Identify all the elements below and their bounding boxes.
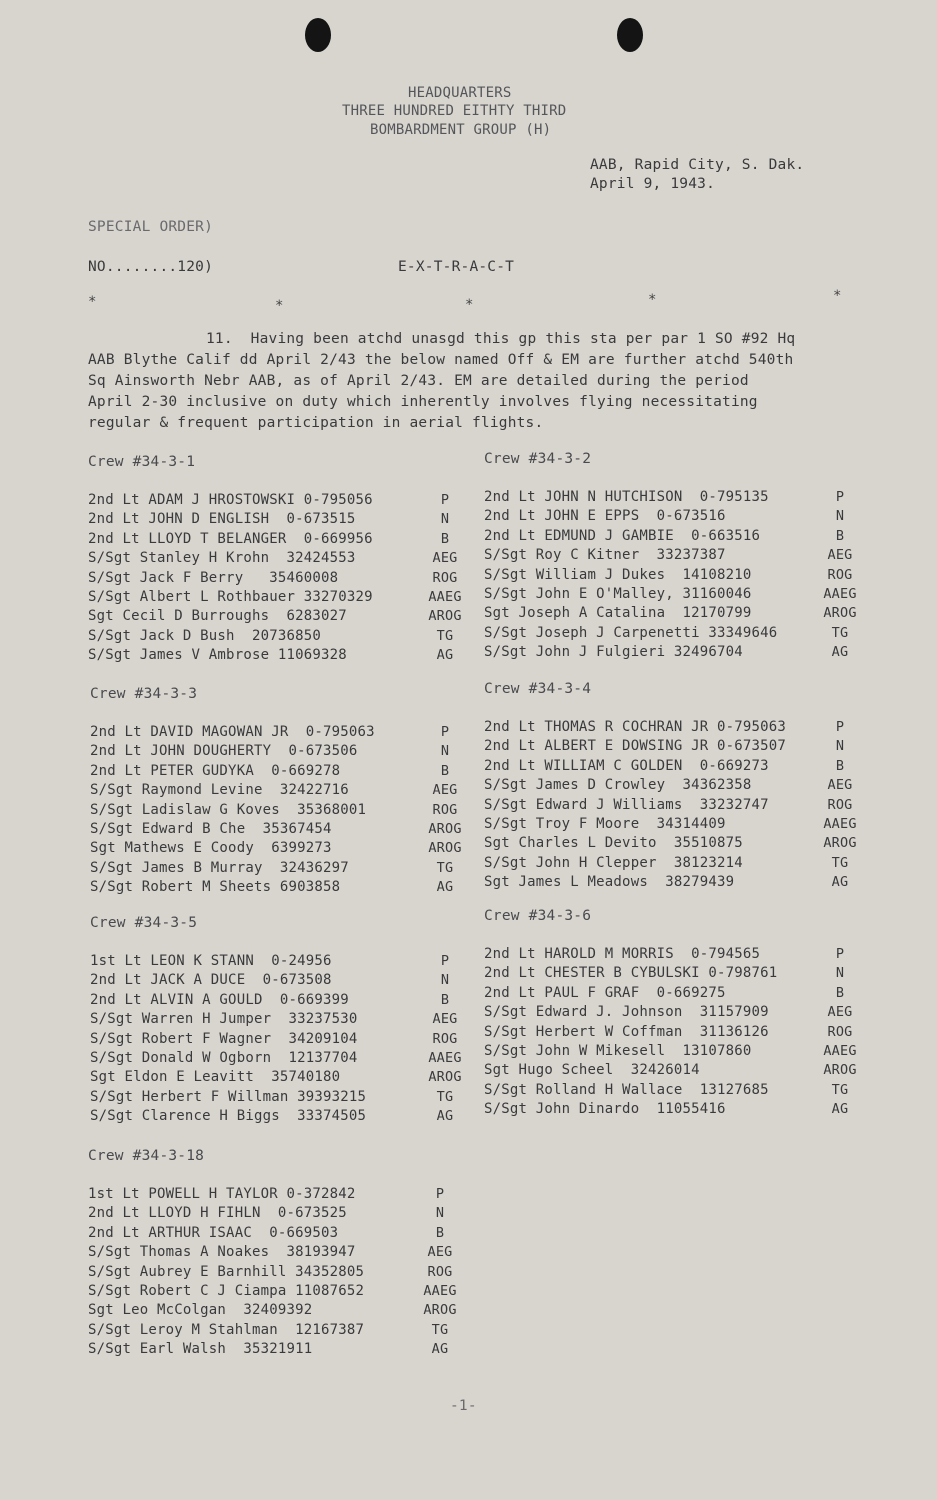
- crew-member-role: ROG: [827, 796, 853, 813]
- crew-member-role: AEG: [432, 550, 458, 567]
- crew-member-role: B: [835, 984, 845, 1001]
- crew-member-role: AG: [431, 1341, 449, 1358]
- crew-member-name: S/Sgt Robert M Sheets 6903858: [90, 879, 341, 896]
- crew-member-name: S/Sgt Joseph J Carpenetti 33349646: [484, 624, 778, 641]
- crew-member-name: S/Sgt Aubrey E Barnhill 34352805: [88, 1263, 365, 1280]
- crew-title: Crew #34-3-4: [484, 681, 592, 697]
- crew-member-name: 2nd Lt JOHN N HUTCHISON 0-795135: [484, 489, 769, 505]
- crew-member-role: TG: [436, 1088, 454, 1105]
- crew-member-name: 2nd Lt DAVID MAGOWAN JR 0-795063: [90, 724, 375, 740]
- crew-member-name: S/Sgt Edward J. Johnson 31157909: [484, 1004, 769, 1021]
- crew-member-name: 2nd Lt EDMUND J GAMBIE 0-663516: [484, 527, 761, 544]
- crew-member-role: AAEG: [823, 1043, 857, 1059]
- crew-member-role: ROG: [432, 1030, 458, 1047]
- crew-member-name: 2nd Lt ARTHUR ISAAC 0-669503: [88, 1224, 339, 1241]
- star-separator: *: [275, 298, 284, 314]
- crew-member-name: 2nd Lt LLOYD T BELANGER 0-669956: [88, 530, 373, 547]
- crew-member-role: AEG: [827, 547, 853, 564]
- crew-member-name: Sgt Cecil D Burroughs 6283027: [88, 608, 347, 625]
- crew-member-name: S/Sgt Jack F Berry 35460008: [88, 569, 339, 586]
- crew-member-role: N: [440, 511, 450, 528]
- crew-member-name: S/Sgt Herbert F Willman 39393215: [90, 1088, 367, 1105]
- crew-member-name: S/Sgt Rolland H Wallace 13127685: [484, 1081, 769, 1098]
- crew-member-role: P: [440, 724, 450, 740]
- crew-member-role: AROG: [428, 1069, 462, 1086]
- crew-member-name: S/Sgt Warren H Jumper 33237530: [90, 1011, 358, 1028]
- crew-member-name: 2nd Lt WILLIAM C GOLDEN 0-669273: [484, 757, 769, 774]
- crew-member-name: 2nd Lt JACK A DUCE 0-673508: [90, 972, 332, 989]
- crew-member-role: N: [835, 738, 845, 755]
- crew-member-role: AEG: [432, 782, 458, 799]
- crew-member-name: S/Sgt Earl Walsh 35321911: [88, 1341, 313, 1358]
- crew-member-name: 2nd Lt ALBERT E DOWSING JR 0-673507: [484, 738, 787, 755]
- crew-member-name: S/Sgt Robert C J Ciampa 11087652: [88, 1283, 365, 1299]
- crew-member-name: Sgt James L Meadows 38279439: [484, 874, 735, 891]
- crew-member-role: AEG: [427, 1244, 453, 1261]
- crew-member-role: P: [440, 953, 450, 969]
- crew-member-role: AROG: [823, 605, 857, 622]
- crew-member-name: 1st Lt LEON K STANN 0-24956: [90, 953, 332, 969]
- punch-hole-left: [305, 18, 331, 52]
- crew-member-name: 2nd Lt JOHN DOUGHERTY 0-673506: [90, 743, 358, 760]
- crew-member-name: 2nd Lt THOMAS R COCHRAN JR 0-795063: [484, 719, 787, 735]
- crew-member-name: 2nd Lt ALVIN A GOULD 0-669399: [90, 991, 349, 1008]
- crew-member-role: TG: [436, 859, 454, 876]
- crew-member-name: S/Sgt Stanley H Krohn 32424553: [88, 550, 356, 567]
- header-location: AAB, Rapid City, S. Dak.: [590, 157, 805, 173]
- crew-member-role: TG: [436, 627, 454, 644]
- crew-member-name: S/Sgt Herbert W Coffman 31136126: [484, 1023, 769, 1040]
- crew-member-role: ROG: [432, 801, 458, 818]
- crew-member-name: S/Sgt William J Dukes 14108210: [484, 566, 752, 583]
- crew-member-name: 2nd Lt PETER GUDYKA 0-669278: [90, 762, 341, 779]
- crew-member-role: TG: [831, 624, 849, 641]
- crew-member-role: B: [435, 1224, 445, 1241]
- crew-member-role: AEG: [827, 1004, 853, 1021]
- crew-member-role: AROG: [428, 821, 462, 837]
- crew-member-role: N: [440, 743, 450, 760]
- crew-member-name: S/Sgt James V Ambrose 11069328: [88, 647, 347, 664]
- crew-member-role: ROG: [827, 1023, 853, 1040]
- crew-member-role: N: [440, 972, 450, 989]
- crew-title: Crew #34-3-18: [88, 1148, 205, 1164]
- crew-member-role: ROG: [432, 569, 458, 586]
- crew-member-name: S/Sgt Albert L Rothbauer 33270329: [88, 589, 373, 605]
- crew-member-name: Sgt Charles L Devito 35510875: [484, 835, 743, 852]
- crew-member-role: TG: [831, 854, 849, 871]
- crew-member-name: S/Sgt John E O'Malley, 31160046: [484, 586, 752, 602]
- crew-member-role: N: [435, 1205, 445, 1222]
- crew-member-name: 1st Lt POWELL H TAYLOR 0-372842: [88, 1186, 356, 1202]
- punch-hole-right: [617, 18, 643, 52]
- crew-member-role: N: [835, 508, 845, 525]
- crew-member-role: P: [835, 719, 845, 735]
- star-separator: *: [88, 294, 97, 310]
- crew-member-name: S/Sgt Troy F Moore 34314409: [484, 816, 726, 832]
- crew-member-role: TG: [431, 1321, 449, 1338]
- crew-member-role: AROG: [428, 840, 462, 857]
- crew-member-role: ROG: [427, 1263, 453, 1280]
- crew-member-name: S/Sgt Leroy M Stahlman 12167387: [88, 1321, 365, 1338]
- crew-member-role: P: [440, 492, 450, 508]
- crew-title: Crew #34-3-2: [484, 451, 592, 467]
- crew-title: Crew #34-3-1: [88, 454, 196, 470]
- extract-label: E-X-T-R-A-C-T: [398, 259, 515, 275]
- crew-member-role: AG: [436, 647, 454, 664]
- crew-member-role: AG: [831, 874, 849, 891]
- crew-member-name: Sgt Eldon E Leavitt 35740180: [90, 1069, 341, 1086]
- crew-member-name: S/Sgt Jack D Bush 20736850: [88, 627, 321, 644]
- crew-member-role: AG: [831, 1101, 849, 1118]
- crew-member-name: S/Sgt John Dinardo 11055416: [484, 1101, 726, 1118]
- page-number: -1-: [450, 1398, 477, 1414]
- crew-member-role: AEG: [827, 777, 853, 794]
- paragraph-line: 11. Having been atchd unasgd this gp this sta per par 1 SO #92 Hq: [206, 331, 796, 347]
- paragraph-line: April 2-30 inclusive on duty which inherently involves flying necessitating: [88, 394, 758, 410]
- crew-member-role: AAEG: [428, 1050, 462, 1066]
- crew-member-name: S/Sgt Clarence H Biggs 33374505: [90, 1108, 367, 1125]
- crew-member-name: 2nd Lt JOHN E EPPS 0-673516: [484, 508, 726, 525]
- paragraph-line: regular & frequent participation in aerial flights.: [88, 415, 544, 431]
- crew-member-role: B: [440, 991, 450, 1008]
- crew-title: Crew #34-3-6: [484, 908, 592, 924]
- crew-member-role: AAEG: [428, 589, 462, 605]
- header-line-3: BOMBARDMENT GROUP (H): [370, 122, 552, 138]
- crew-member-name: 2nd Lt ADAM J HROSTOWSKI 0-795056: [88, 492, 373, 508]
- crew-member-role: AAEG: [823, 586, 857, 602]
- crew-member-name: Sgt Joseph A Catalina 12170799: [484, 605, 752, 622]
- crew-member-name: S/Sgt James D Crowley 34362358: [484, 777, 752, 794]
- crew-member-name: S/Sgt Edward J Williams 33232747: [484, 796, 769, 813]
- crew-member-name: S/Sgt Roy C Kitner 33237387: [484, 547, 726, 564]
- crew-member-name: 2nd Lt JOHN D ENGLISH 0-673515: [88, 511, 356, 528]
- crew-member-name: 2nd Lt PAUL F GRAF 0-669275: [484, 984, 726, 1001]
- crew-member-name: S/Sgt Ladislaw G Koves 35368001: [90, 801, 367, 818]
- crew-member-role: AROG: [428, 608, 462, 625]
- star-separator: *: [833, 288, 842, 304]
- crew-member-name: 2nd Lt LLOYD H FIHLN 0-673525: [88, 1205, 347, 1222]
- crew-member-role: AAEG: [423, 1283, 457, 1299]
- header-line-2: THREE HUNDRED EITHTY THIRD: [342, 103, 567, 119]
- crew-member-role: AAEG: [823, 816, 857, 832]
- crew-member-role: P: [835, 489, 845, 505]
- crew-member-role: B: [835, 527, 845, 544]
- star-separator: *: [648, 292, 657, 308]
- special-order-label: SPECIAL ORDER): [88, 219, 214, 235]
- crew-member-name: S/Sgt John H Clepper 38123214: [484, 854, 743, 871]
- crew-member-name: S/Sgt John W Mikesell 13107860: [484, 1043, 752, 1059]
- crew-member-role: AEG: [432, 1011, 458, 1028]
- crew-member-role: N: [835, 965, 845, 982]
- crew-member-name: Sgt Hugo Scheel 32426014: [484, 1062, 700, 1079]
- crew-member-role: TG: [831, 1081, 849, 1098]
- crew-member-name: S/Sgt James B Murray 32436297: [90, 859, 349, 876]
- crew-member-name: 2nd Lt CHESTER B CYBULSKI 0-798761: [484, 965, 778, 982]
- crew-member-role: B: [835, 757, 845, 774]
- crew-member-name: S/Sgt Edward B Che 35367454: [90, 821, 332, 837]
- paragraph-line: Sq Ainsworth Nebr AAB, as of April 2/43. EM are detailed during the period: [88, 373, 749, 389]
- crew-member-name: Sgt Leo McColgan 32409392: [88, 1302, 313, 1319]
- crew-member-role: AG: [436, 879, 454, 896]
- crew-member-name: S/Sgt Robert F Wagner 34209104: [90, 1030, 358, 1047]
- crew-member-role: AROG: [423, 1302, 457, 1319]
- order-number: NO........120): [88, 259, 214, 275]
- crew-member-role: B: [440, 530, 450, 547]
- crew-member-role: B: [440, 762, 450, 779]
- crew-member-name: Sgt Mathews E Coody 6399273: [90, 840, 332, 857]
- crew-member-role: AG: [436, 1108, 454, 1125]
- crew-title: Crew #34-3-3: [90, 686, 198, 702]
- crew-title: Crew #34-3-5: [90, 915, 198, 931]
- paragraph-line: AAB Blythe Calif dd April 2/43 the below named Off & EM are further atchd 540th: [88, 352, 794, 368]
- header-line-1: HEADQUARTERS: [408, 85, 512, 101]
- crew-member-name: S/Sgt Donald W Ogborn 12137704: [90, 1050, 358, 1066]
- header-date: April 9, 1943.: [590, 176, 716, 192]
- crew-member-role: P: [435, 1186, 445, 1202]
- crew-member-role: P: [835, 946, 845, 962]
- crew-member-role: AG: [831, 644, 849, 661]
- crew-member-name: 2nd Lt HAROLD M MORRIS 0-794565: [484, 946, 761, 962]
- crew-member-role: ROG: [827, 566, 853, 583]
- crew-member-role: AROG: [823, 835, 857, 852]
- crew-member-name: S/Sgt Raymond Levine 32422716: [90, 782, 349, 799]
- crew-member-name: S/Sgt John J Fulgieri 32496704: [484, 644, 743, 661]
- crew-member-name: S/Sgt Thomas A Noakes 38193947: [88, 1244, 356, 1261]
- star-separator: *: [465, 297, 474, 313]
- crew-member-role: AROG: [823, 1062, 857, 1079]
